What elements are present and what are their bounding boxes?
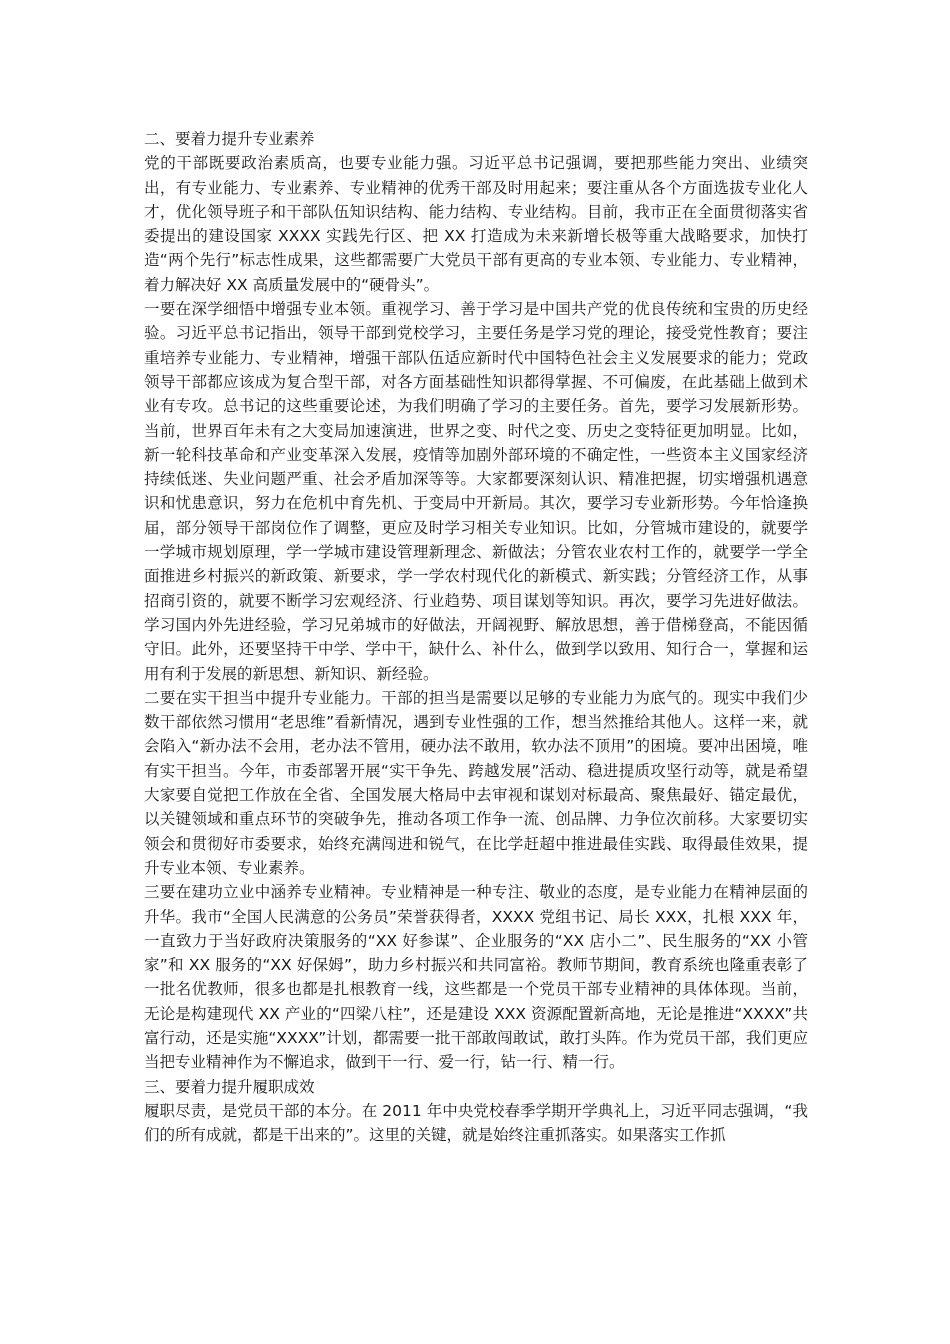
paragraph-practical-ability: 二要在实干担当中提升专业能力。干部的担当是需要以足够的专业能力为底气的。现实中我们少数干部依然习惯用“老思维”看新情况，遇到专业性强的工作，想当然推给其他人。这样一来，就会陷入“新办法不会用，老办法不管用，硬办法不敢用，软办法不顶用”的困境。要冲出困境，唯有实干担当。今年，市委部署开展“实干争先、跨越发展”活动、稳进提质攻坚行动等，就是希望大家要自觉把工作放在全省、全国发展大格局中去审视和谋划对标最高、聚焦最好、锚定最优，以关键领域和重点环节的突破争先，推动各项工作争一流、创品牌、力争位次前移。大家要切实领会和贯彻好市委要求，始终充满闯进和锐气，在比学赶超中推进最佳实践、取得最佳效果，提升专业本领、专业素养。 (144, 688, 808, 877)
paragraph-duty-performance: 履职尽责，是党员干部的本分。在 2011 年中央党校春季学期开学典礼上，习近平同志强调，“我们的所有成就，都是干出来的”。这里的关键，就是始终注重抓落实。如果落实工作抓 (144, 1101, 808, 1145)
paragraph-study-skills: 一要在深学细悟中增强专业本领。重视学习、善于学习是中国共产党的优良传统和宝贵的历史经验。习近平总书记指出，领导干部到党校学习，主要任务是学习党的理论，接受党性教育；要注重培养专业能力、专业精神，增强干部队伍适应新时代中国特色社会主义发展要求的能力；党政领导干部都应该成为复合型干部，对各方面基础性知识都得掌握、不可偏废，在此基础上做到术业有专攻。总书记的这些重要论述，为我们明确了学习的主要任务。首先，要学习发展新形势。当前，世界百年未有之大变局加速演进，世界之变、时代之变、历史之变特征更加明显。比如，新一轮科技革命和产业变革深入发展，疫情等加剧外部环境的不确定性，一些资本主义国家经济持续低迷、失业问题严重、社会矛盾加深等等。大家都要深刻认识、精准把握，切实增强机遇意识和忧患意识，努力在危机中育先机、于变局中开新局。其次，要学习专业新形势。今年恰逢换届，部分领导干部岗位作了调整，更应及时学习相关专业知识。比如，分管城市建设的，就要学一学城市规划原理，学一学城市建设管理新理念、新做法；分管农业农村工作的，就要学一学全面推进乡村振兴的新政策、新要求，学一学农村现代化的新模式、新实践；分管经济工作，从事招商引资的，就要不断学习宏观经济、行业趋势、项目谋划等知识。再次，要学习先进好做法。学习国内外先进经验，学习兄弟城市的好做法，开阔视野、解放思想，善于借梯登高，不能因循守旧。此外，还要坚持干中学、学中干，缺什么、补什么，做到学以致用、知行合一，掌握和运用有利于发展的新思想、新知识、新经验。 (144, 300, 808, 683)
paragraph-professional-quality-intro: 党的干部既要政治素质高，也要专业能力强。习近平总书记强调，要把那些能力突出、业绩突出，有专业能力、专业素养、专业精神的优秀干部及时用起来；要注重从各个方面选拔专业化人才，优化领导班子和干部队伍知识结构、能力结构、专业结构。目前，我市正在全面贯彻落实省委提出的建设国家 XXXX 实践先行区、把 XX 打造成为未来新增长极等重大战略要求，加快打造“两个先行”标志性成果，这些都需要广大党员干部有更高的专业本领、专业能力、专业精神，着力解决好 XX 高质量发展中的“硬骨头”。 (144, 154, 808, 294)
document-body (144, 127, 808, 1147)
section-heading-2: 二、要着力提升专业素养 (144, 130, 315, 148)
section-heading-3: 三、要着力提升履职成效 (144, 1077, 315, 1096)
paragraph-professional-spirit: 三要在建功立业中涵养专业精神。专业精神是一种专注、敬业的态度，是专业能力在精神层面的升华。我市“全国人民满意的公务员”荣誉获得者，XXXX 党组书记、局长 XXX，扎根 XXX 年，一直致力于当好政府决策服务的“XX 好参谋”、企业服务的“XX 店小二”、民生服务的“XX 小管家”和 XX 服务的“XX 好保姆”，助力乡村振兴和共同富裕。教师节期间，教育系统也隆重表彰了一批名优教师，很多也都是扎根教育一线，这些都是一个党员干部专业精神的具体体现。当前，无论是构建现代 XX 产业的“四梁八柱”，还是建设 XXX 资源配置新高地，无论是推进“XXXX”共富行动，还是实施“XXXX”计划，都需要一批干部敢闯敢试，敢打头阵。作为党员干部，我们更应当把专业精神作为不懈追求，做到干一行、爱一行，钻一行、精一行。 (144, 883, 808, 1072)
